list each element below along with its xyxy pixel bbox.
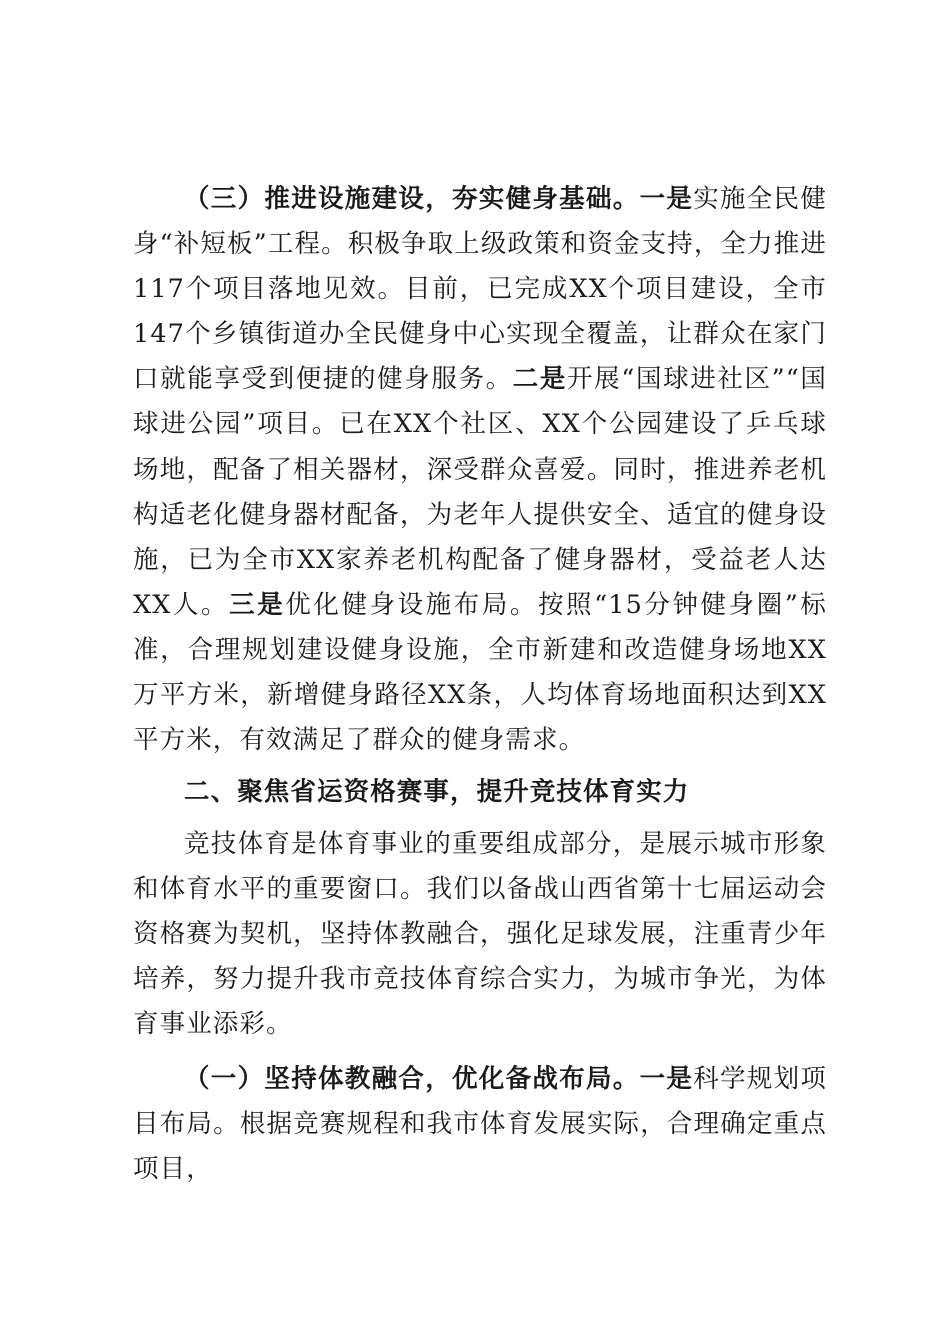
lead-label: 一是 [639,184,694,214]
paragraph-text: 开展“国球进社区”“国球进公园”项目。已在XX个社区、XX个公园建设了乒乓球场地，配备了相关器材，深受群众喜爱。同时，推进养老机构适老化健身器材配备，为老年人提供安全、适宜的健身设施，已为全市XX家养老机构配备了健身器材，受益老人达XX人。 [133,364,827,620]
paragraph [133,1057,827,1192]
part-2-intro-block [133,822,827,1047]
paragraph-text: 科学规划项目布局。根据竞赛规程和我市体育发展实际，合理确定重点项目， [133,1064,827,1185]
part-heading: 二、聚焦省运资格赛事，提升竞技体育实力 [184,777,690,807]
paragraph-text: 实施全民健身“补短板”工程。积极争取上级政策和资金支持，全力推进117个项目落地见效。目前，已完成XX个项目建设，全市147个乡镇街道办全民健身中心实现全覆盖，让群众在家门口就能享受到便捷的健身服务。 [133,184,827,395]
part-2-heading-block [133,770,827,815]
section-heading: （三）推进设施建设，夯实健身基础。 [184,184,640,214]
section-heading: （一）坚持体教融合，优化备战布局。 [184,1064,640,1094]
paragraph-text: 竞技体育是体育事业的重要组成部分，是展示城市形象和体育水平的重要窗口。我们以备战山西省第十七届运动会资格赛为契机，坚持体教融合，强化足球发展，注重青少年培养，努力提升我市竞技体育综合实力，为城市争光，为体育事业添彩。 [133,829,827,1040]
paragraph [133,177,827,763]
paragraph-text: 优化健身设施布局。按照“15分钟健身圈”标准，合理规划建设健身设施，全市新建和改造健身场地XX万平方米，新增健身路径XX条，人均体育场地面积达到XX平方米，有效满足了群众的健身需求。 [133,589,827,756]
section-1-paragraph [133,1057,827,1192]
section-3-paragraph [133,177,827,763]
lead-label: 一是 [639,1064,694,1094]
lead-label: 二是 [512,364,568,395]
lead-label: 三是 [229,589,286,620]
